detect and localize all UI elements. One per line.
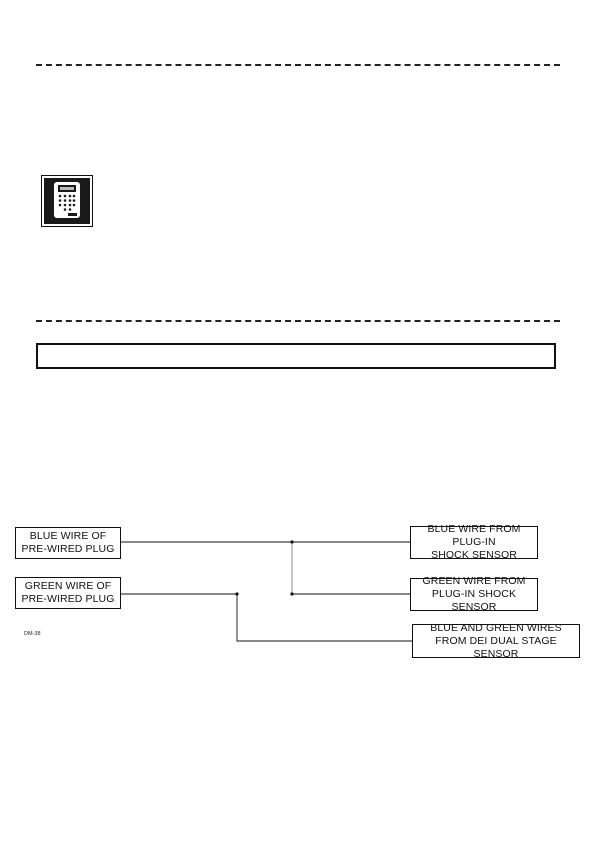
blue-shock-sensor-wire-box: BLUE WIRE FROM PLUG-IN SHOCK SENSOR [410, 526, 538, 559]
dual-stage-sensor-wires-box: BLUE AND GREEN WIRES FROM DEI DUAL STAGE SENSOR [412, 624, 580, 658]
blue-plug-wire-box: BLUE WIRE OF PRE-WIRED PLUG [15, 527, 121, 559]
junction-dot [290, 540, 293, 543]
dual-stage-wire-line [237, 594, 412, 641]
junction-dot [290, 592, 293, 595]
junction-dot [235, 592, 238, 595]
green-shock-sensor-wire-box: GREEN WIRE FROM PLUG-IN SHOCK SENSOR [410, 578, 538, 611]
green-plug-wire-box: GREEN WIRE OF PRE-WIRED PLUG [15, 577, 121, 609]
diagram-code-label: DM-38 [24, 631, 41, 637]
